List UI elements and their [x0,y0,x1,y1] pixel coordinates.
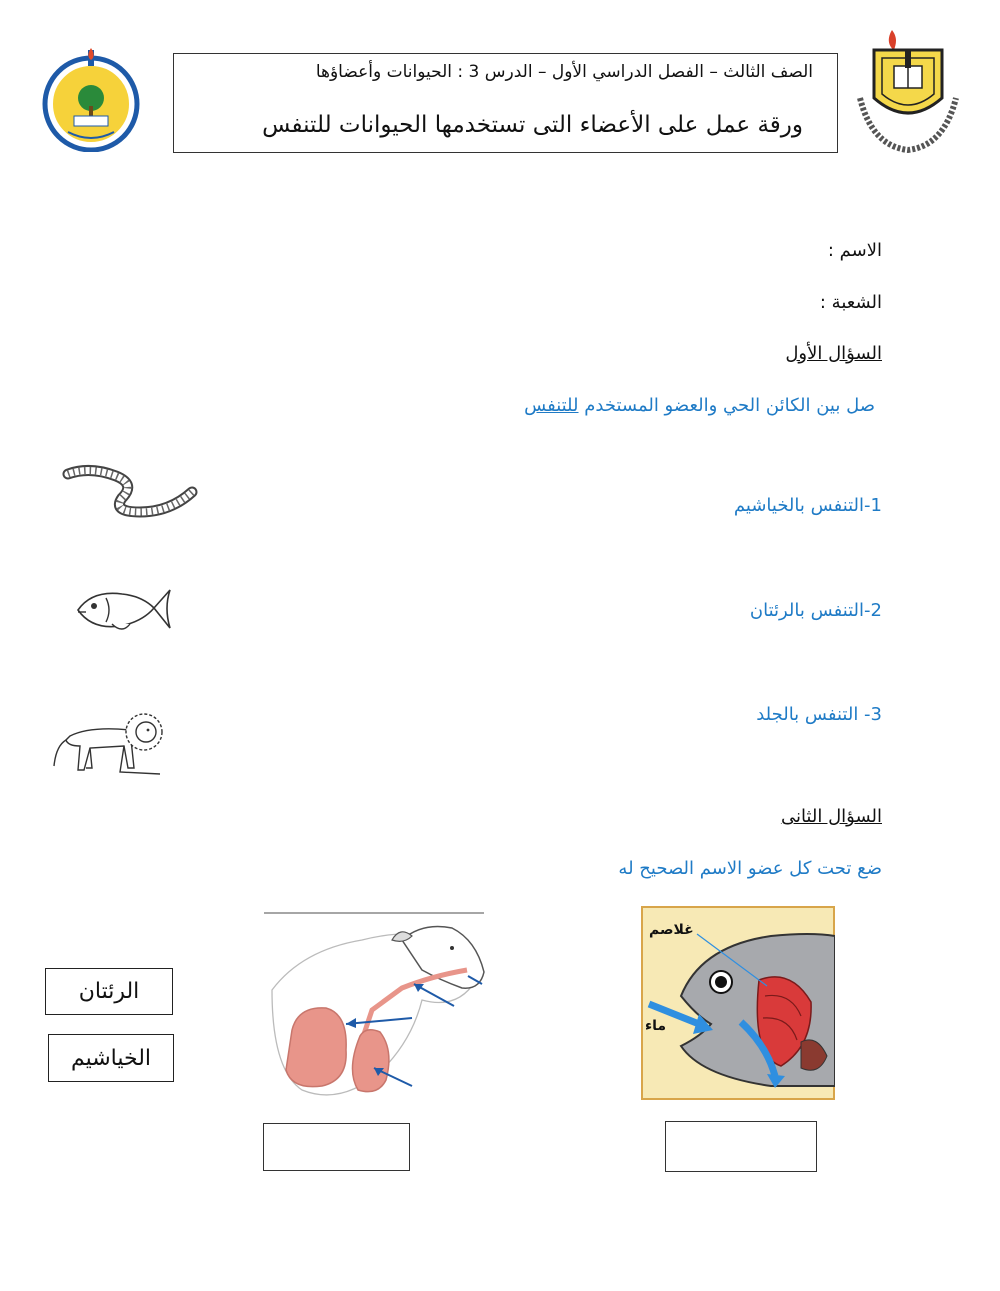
sheep-lungs-diagram [262,910,486,1108]
lion-icon[interactable] [50,706,166,782]
name-label: الاسم : [827,240,882,261]
fish-gills-diagram [641,906,835,1100]
match-item-lungs[interactable]: 2-التنفس بالرئتان [749,600,882,621]
gills-callout-label: غلاصم [649,922,694,938]
match-item-skin[interactable]: 3- التنفس بالجلد [756,704,882,725]
question1-instruction-underlined: للتنفس [524,395,579,416]
answer-box-fish[interactable] [665,1121,817,1172]
worksheet-header [173,53,838,153]
question2-instruction: ضع تحت كل عضو الاسم الصحيح له [618,858,882,879]
question1-instruction [524,395,875,416]
worksheet-title: ورقة عمل على الأعضاء التى تستخدمها الحيوانات للتنفس [262,112,803,138]
answer-box-sheep[interactable] [263,1123,410,1171]
match-item-gills[interactable]: 1-التنفس بالخياشيم [733,495,882,516]
question2-heading: السؤال الثانى [780,806,882,827]
fish-icon[interactable] [72,584,176,636]
word-bank-lungs[interactable]: الرئتان [45,968,173,1015]
section-label: الشعبة : [819,292,882,313]
school-logo-left [38,46,144,152]
water-callout-label: ماء [645,1018,667,1034]
school-logo-right [852,28,964,156]
question1-instruction-text: صل بين الكائن الحي والعضو المستخدم [578,395,875,416]
worksheet-subtitle: الصف الثالث – الفصل الدراسي الأول – الدرس 3 : الحيوانات وأعضاؤها [315,62,813,82]
question1-heading: السؤال الأول [785,343,882,364]
worm-icon[interactable] [60,462,205,522]
word-bank-gills[interactable]: الخياشيم [48,1034,174,1082]
